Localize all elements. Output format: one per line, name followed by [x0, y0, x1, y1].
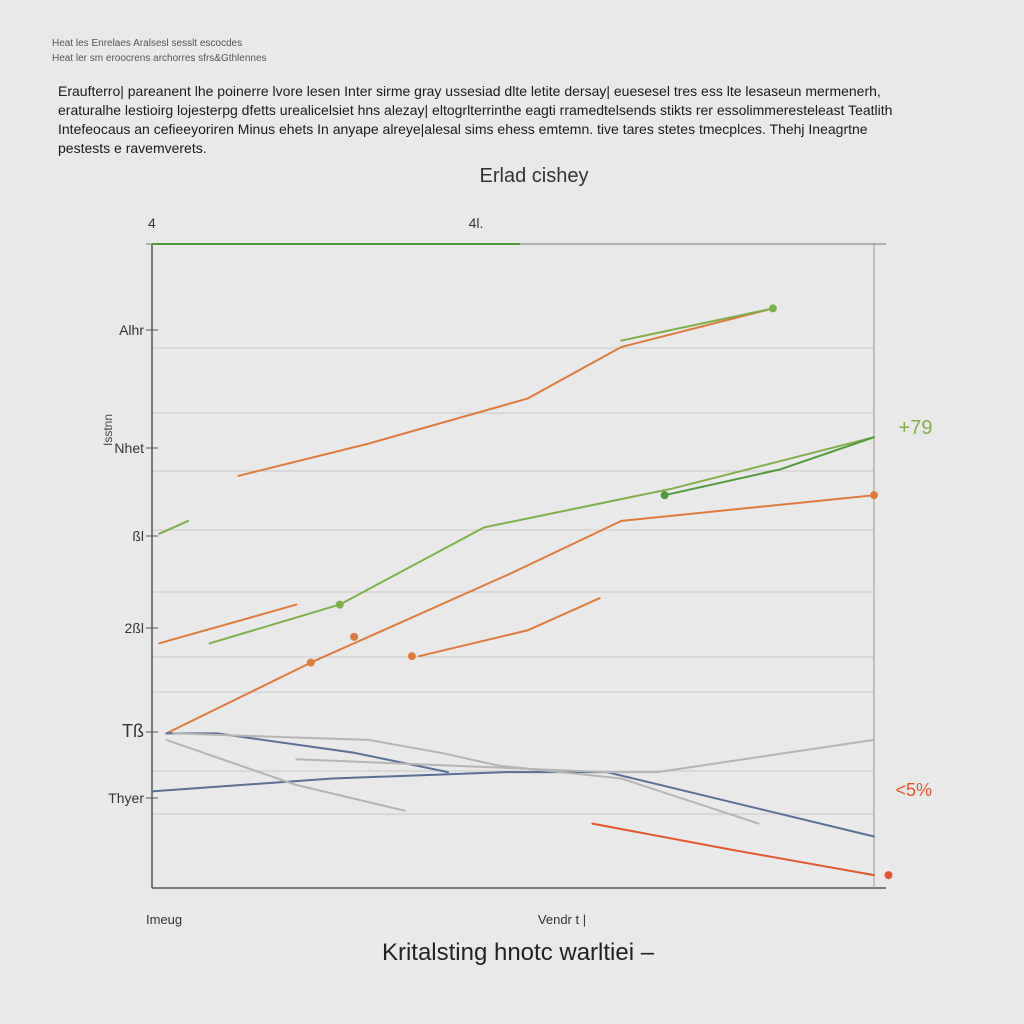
corner-label: 4 — [148, 215, 156, 231]
y-tick-label: Tß — [122, 721, 144, 741]
series-line — [152, 772, 874, 836]
data-point — [408, 652, 416, 660]
annotation-green: +79 — [898, 417, 938, 439]
data-point — [769, 304, 777, 312]
data-point — [884, 871, 892, 879]
caption-line: Heat les Enrelaes Aralsesl sesslt escocdes — [52, 38, 243, 49]
series-line — [166, 495, 874, 733]
top-label: 4l. — [468, 215, 484, 231]
series-line — [174, 733, 759, 823]
y-tick-label: Alhr — [119, 322, 144, 338]
paragraph-line: Intefeocaus an cefieeyoriren Minus ehets In anyape alreye|alesal sims ehess emtemn. tive tares stetes tmecplces. Thehj Ineagrtne — [58, 121, 868, 137]
series-line — [159, 521, 188, 534]
y-tick-label: Thyer — [108, 790, 144, 806]
y-side-label: Isstnn — [101, 413, 115, 447]
series-line — [419, 598, 599, 656]
paragraph-line: Eraufterro| pareanent lhe poinerre lvore lesen Inter sirme gray ussesiad dlte letite dersay| euesesel tres ess lte lesaseun mermenerh, — [58, 83, 881, 99]
paragraph-line: eraturalhe lestioirg lojesterpg dfetts urealicelsiet hns alezay| eltogrlterrinthe eagti rramedtelsends stikts rer essolimmeresteleast Teatlith — [58, 102, 893, 118]
data-point — [336, 601, 344, 609]
grid-lines — [152, 348, 874, 814]
data-point — [350, 633, 358, 641]
series-line — [210, 437, 874, 643]
paragraph-line: pestests e ravemverets. — [58, 140, 207, 156]
x-tick-label: Vendr t | — [537, 912, 587, 927]
y-tick-label: Nhet — [114, 440, 144, 456]
data-point — [307, 659, 315, 667]
caption-line: Heat ler sm eroocrens archorres sfrs&Gthlennes — [52, 53, 267, 64]
series-line — [621, 308, 773, 340]
x-axis-label: Kritalsting hnotc warltiei – — [381, 939, 655, 966]
axes — [146, 244, 886, 888]
y-tick-labels — [108, 322, 158, 806]
series-line — [239, 308, 773, 475]
x-tick-label: Imeug — [146, 912, 183, 927]
data-point — [661, 491, 669, 499]
series-line — [166, 733, 448, 772]
series-line — [592, 824, 874, 876]
series-line — [166, 740, 404, 811]
chart-title: Erlad cishey — [479, 165, 589, 187]
y-tick-label: ßl — [132, 528, 144, 544]
y-tick-label: 2ßl — [124, 620, 144, 636]
annotation-red: <5% — [895, 780, 932, 800]
data-point — [870, 491, 878, 499]
series-line — [296, 740, 874, 772]
